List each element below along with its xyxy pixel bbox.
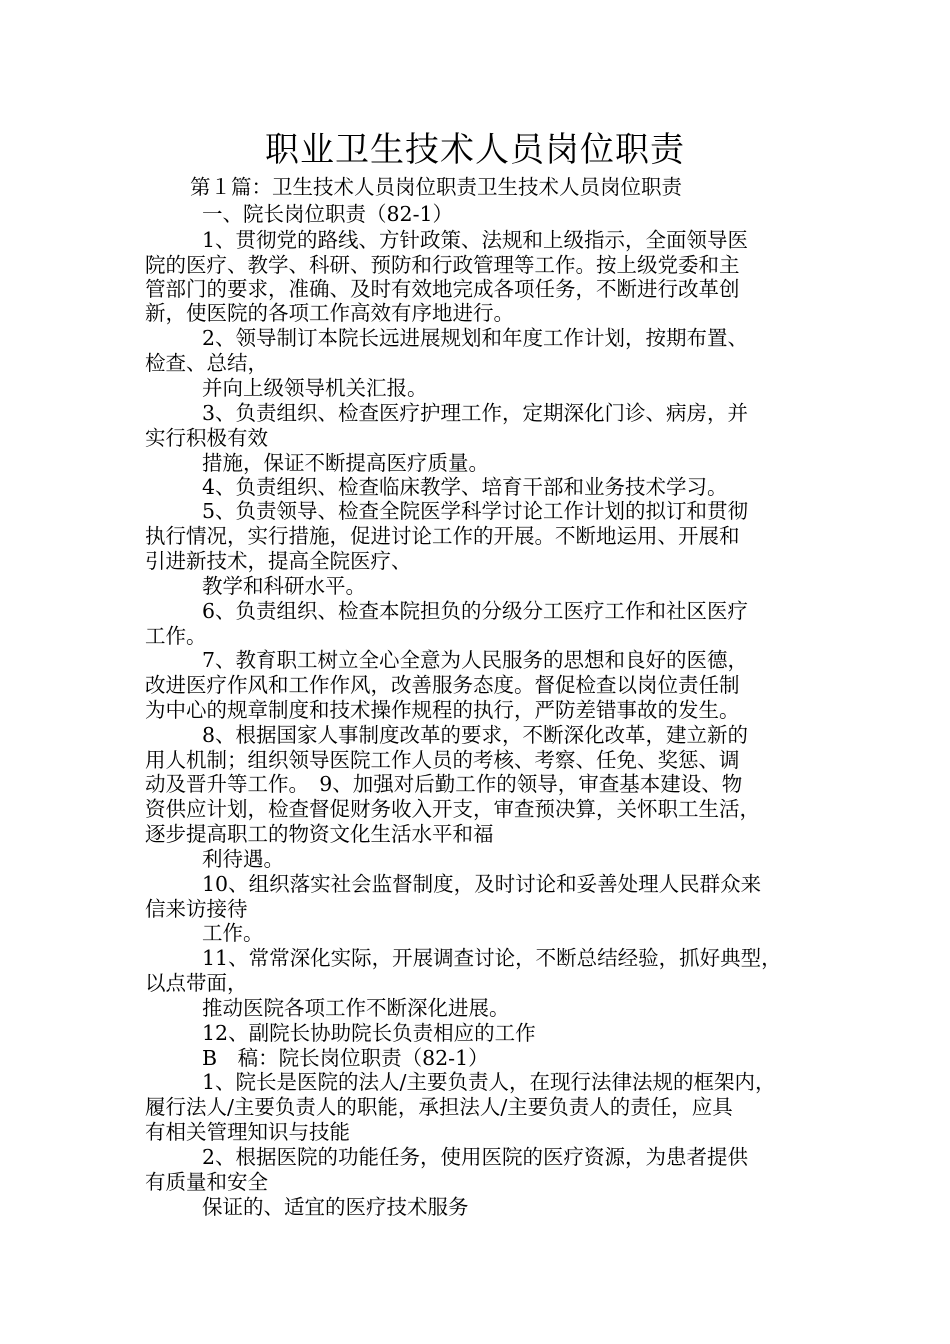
paragraph-line: 利待遇。	[202, 847, 284, 871]
paragraph-line: 信来访接待	[145, 897, 248, 921]
paragraph-line: 引进新技术，提高全院医疗、	[145, 549, 412, 573]
paragraph-line: 11、常常深化实际，开展调查讨论，不断总结经验，抓好典型，	[202, 946, 782, 970]
paragraph-line: 为中心的规章制度和技术操作规程的执行，严防差错事故的发生。	[145, 698, 740, 722]
paragraph-line: 有质量和安全	[145, 1170, 268, 1194]
paragraph-line: 并向上级领导机关汇报。	[202, 376, 428, 400]
paragraph-line: 2、领导制订本院长远进展规划和年度工作计划，按期布置、	[202, 326, 749, 350]
paragraph-line: 2、根据医院的功能任务，使用医院的医疗资源，为患者提供	[202, 1145, 749, 1169]
paragraph-line: 保证的、适宜的医疗技术服务	[202, 1195, 469, 1219]
paragraph-line: 改进医疗作风和工作作风，改善服务态度。督促检查以岗位责任制	[145, 673, 740, 697]
paragraph-line: 1、院长是医院的法人/主要负责人，在现行法律法规的框架内，	[202, 1070, 776, 1094]
paragraph-line: 工作。	[202, 921, 264, 945]
paragraph-line: 10、组织落实社会监督制度，及时讨论和妥善处理人民群众来	[202, 872, 762, 896]
paragraph-line: 有相关管理知识与技能	[145, 1120, 350, 1144]
paragraph-line: 1、贯彻党的路线、方针政策、法规和上级指示，全面领导医	[202, 228, 749, 252]
subsection-heading: 一、院长岗位职责（82-1）	[202, 202, 454, 226]
paragraph-line: 7、教育职工树立全心全意为人民服务的思想和良好的医德，	[202, 648, 749, 672]
paragraph-line: 新，使医院的各项工作高效有序地进行。	[145, 301, 514, 325]
paragraph-line: 履行法人/主要负责人的职能，承担法人/主要负责人的责任，应具	[145, 1095, 733, 1119]
paragraph-line: 3、负责组织、检查医疗护理工作，定期深化门诊、病房，并	[202, 401, 749, 425]
paragraph-line: 工作。	[145, 624, 207, 648]
paragraph-line: 12、副院长协助院长负责相应的工作	[202, 1021, 536, 1045]
paragraph-line: 检查、总结，	[145, 351, 268, 375]
paragraph-line: 4、负责组织、检查临床教学、培育干部和业务技术学习。	[202, 475, 728, 499]
paragraph-line: 逐步提高职工的物资文化生活水平和福	[145, 822, 494, 846]
paragraph-line: 8、根据国家人事制度改革的要求，不断深化改革，建立新的	[202, 723, 749, 747]
paragraph-line: 教学和科研水平。	[202, 574, 366, 598]
paragraph-line: 实行积极有效	[145, 426, 268, 450]
paragraph-line: 5、负责领导、检查全院医学科学讨论工作计划的拟订和贯彻	[202, 499, 749, 523]
paragraph-line: 推动医院各项工作不断深化进展。	[202, 996, 510, 1020]
paragraph-line: 措施，保证不断提高医疗质量。	[202, 451, 489, 475]
paragraph-line: 院的医疗、教学、科研、预防和行政管理等工作。按上级党委和主	[145, 253, 740, 277]
paragraph-line: 用人机制；组织领导医院工作人员的考核、考察、任免、奖惩、调	[145, 748, 740, 772]
paragraph-line: 6、负责组织、检查本院担负的分级分工医疗工作和社区医疗	[202, 599, 749, 623]
paragraph-line: 执行情况，实行措施，促进讨论工作的开展。不断地运用、开展和	[145, 524, 740, 548]
document-title: 职业卫生技术人员岗位职责	[265, 130, 685, 170]
paragraph-line: 管部门的要求，准确、及时有效地完成各项任务，不断进行改革创	[145, 277, 740, 301]
paragraph-line: 资供应计划，检查督促财务收入开支，审查预决算，关怀职工生活，	[145, 797, 760, 821]
section-heading: 第１篇：卫生技术人员岗位职责卫生技术人员岗位职责	[190, 175, 682, 199]
paragraph-line: 以点带面，	[145, 971, 248, 995]
subsection-heading: B 稿：院长岗位职责（82-1）	[202, 1046, 489, 1070]
paragraph-line: 动及晋升等工作。 9、加强对后勤工作的领导，审查基本建设、物	[145, 772, 743, 796]
